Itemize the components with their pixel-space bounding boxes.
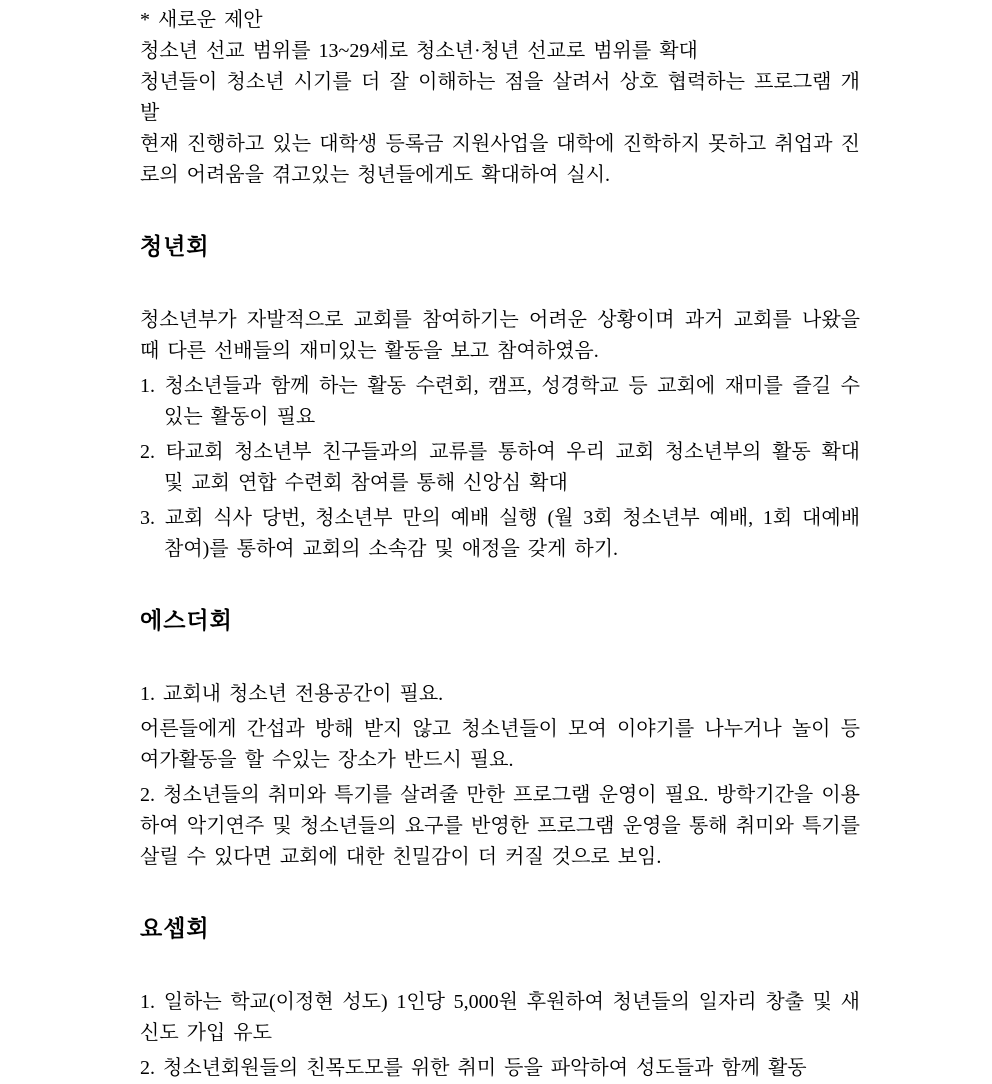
paragraph: 1. 교회내 청소년 전용공간이 필요.	[140, 683, 444, 705]
list-number: 3.	[140, 507, 155, 529]
list-text: 교회 식사 당번, 청소년부 만의 예배 실행 (월 3회 청소년부 예배, 1회 대예배 참여)를 통하여 교회의 소속감 및 애정을 갖게 하기.	[164, 507, 861, 560]
list-item	[140, 371, 860, 433]
intro-line-program-dev: 청년들이 청소년 시기를 더 잘 이해하는 점을 살려서 상호 협력하는 프로그램 개발	[140, 71, 860, 124]
section-heading-youth-group: 청년회	[140, 234, 210, 259]
paragraph: 2. 청소년들의 취미와 특기를 살려줄 만한 프로그램 운영이 필요. 방학기간을 이용하여 악기연주 및 청소년들의 요구를 반영한 프로그램 운영을 통해 취미와 특기를 살릴 수 있다면 교회에 대한 친밀감이 더 커질 것으로 보임.	[140, 784, 860, 868]
section-heading-esther-group: 에스더회	[140, 608, 233, 633]
paragraph: 청소년부가 자발적으로 교회를 참여하기는 어려운 상황이며 과거 교회를 나왔을 때 다른 선배들의 재미있는 활동을 보고 참여하였음.	[140, 309, 860, 362]
list-number: 1.	[140, 375, 155, 397]
paragraph: 1. 일하는 학교(이정현 성도) 1인당 5,000원 후원하여 청년들의 일자리 창출 및 새신도 가입 유도	[140, 991, 860, 1044]
intro-line-tuition-support: 현재 진행하고 있는 대학생 등록금 지원사업을 대학에 진학하지 못하고 취업과 진로의 어려움을 겪고있는 청년들에게도 확대하여 실시.	[140, 133, 860, 186]
paragraph: 어른들에게 간섭과 방해 받지 않고 청소년들이 모여 이야기를 나누거나 놀이 등 여가활동을 할 수있는 장소가 반드시 필요.	[140, 718, 860, 771]
list-text: 청소년들과 함께 하는 활동 수련회, 캠프, 성경학교 등 교회에 재미를 즐길 수 있는 활동이 필요	[164, 375, 860, 428]
intro-line-mission-scope: 청소년 선교 범위를 13~29세로 청소년·청년 선교로 범위를 확대	[140, 40, 698, 62]
list-item	[140, 503, 860, 565]
list-text: 타교회 청소년부 친구들과의 교류를 통하여 우리 교회 청소년부의 활동 확대 및 교회 연합 수련회 참여를 통해 신앙심 확대	[164, 441, 860, 494]
intro-proposal-title: * 새로운 제안	[140, 9, 263, 31]
list-item	[140, 437, 860, 499]
list-number: 2.	[140, 441, 155, 463]
section-heading-joseph-group: 요셉회	[140, 916, 210, 941]
paragraph: 2. 청소년회원들의 친목도모를 위한 취미 등을 파악하여 성도들과 함께 활동	[140, 1057, 807, 1079]
numbered-list	[140, 371, 860, 565]
